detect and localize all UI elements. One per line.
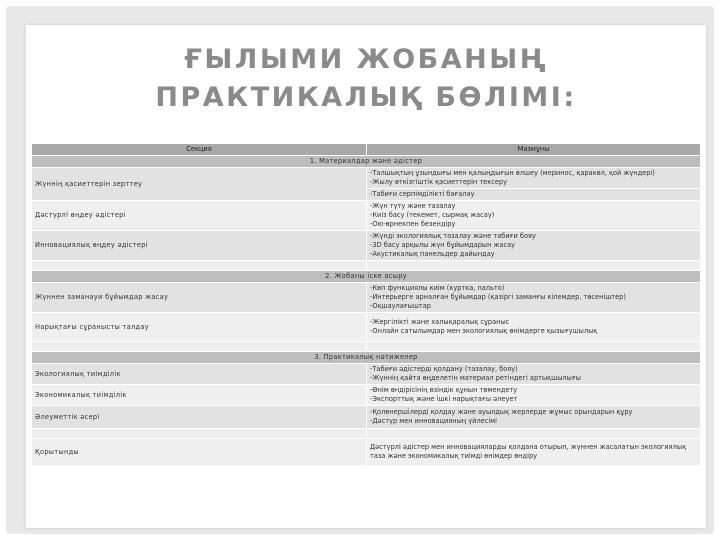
table-row <box>32 168 701 189</box>
content-line: -Қолөнершілерді қолдау және ауылдық жерлерде жұмыс орындарын құру <box>370 408 633 416</box>
row-content <box>367 313 701 342</box>
content-line: -Акустикалық панельдер дайындау <box>370 250 495 258</box>
content-line: -Онлайн сатылымдар мен экологиялық өнімдерге қызығушылық <box>370 327 598 335</box>
content-line: -Жергілікті және халықаралық сұраныс <box>370 318 510 326</box>
row-content <box>367 406 701 429</box>
spacer-row <box>32 261 701 271</box>
table-header-row <box>32 144 701 156</box>
table-row <box>32 364 701 385</box>
table-row <box>32 201 701 231</box>
table-row <box>32 231 701 261</box>
section-row <box>32 271 701 283</box>
header-content: Мазмұны <box>367 144 701 156</box>
section-row <box>32 156 701 168</box>
table-row <box>32 439 701 466</box>
row-name: Қорытынды <box>32 439 367 466</box>
content-line: -Киіз басу (текемет, сырмақ жасау) <box>370 211 495 219</box>
title-line-2: ПРАКТИКАЛЫҚ БӨЛІМІ: <box>155 82 577 113</box>
row-name: Нарықтағы сұранысты талдау <box>32 313 367 342</box>
section-row <box>32 352 701 364</box>
slide-frame <box>6 6 714 534</box>
content-line: -Көп функциялы киім (куртка, пальто) <box>370 284 505 292</box>
row-content <box>367 385 701 406</box>
content-line: -3D басу арқылы жүн бұйымдарын жасау <box>370 241 516 249</box>
row-name: Инновациялық өңдеу әдістері <box>32 231 367 261</box>
row-content <box>367 283 701 313</box>
content-line: -Табиғи әдістерді қолдану (тазалау, бояу) <box>370 365 518 373</box>
section-title: 2. Жобаны іске асыру <box>32 271 701 283</box>
row-content <box>367 439 701 466</box>
row-name: Жүннің қасиеттерін зерттеу <box>32 168 367 201</box>
table-row <box>32 385 701 406</box>
spacer-row <box>32 342 701 352</box>
row-content <box>367 189 701 201</box>
header-section: Секция <box>32 144 367 156</box>
row-content <box>367 231 701 261</box>
row-name: Экономикалық тиімділік <box>32 385 367 406</box>
content-line: -Экспорттық және ішкі нарықтағы әлеует <box>370 395 518 403</box>
row-name: Жүннен заманауи бұйымдар жасау <box>32 283 367 313</box>
table-row <box>32 313 701 342</box>
content-line: -Ою-өрнекпен безендіру <box>370 220 456 228</box>
row-content <box>367 364 701 385</box>
content-line: -Өнім өндірісінің өзіндік құнын төмендету <box>370 386 518 394</box>
spacer-row <box>32 429 701 439</box>
content-line: -Табиғи серпімділікті бағалау <box>370 190 475 198</box>
slide <box>26 25 706 528</box>
table-row <box>32 406 701 429</box>
content-line: -Дәстүр мен инновацияның үйлесімі <box>370 417 497 425</box>
content-line: -Талшықтың ұзындығы мен қалыңдығын өлшеу (мериноc, қаракөл, қой жүндері) <box>370 169 655 177</box>
content-line: -Жылу өткізгіштік қасиеттерін тексеру <box>370 178 507 186</box>
table-row <box>32 283 701 313</box>
row-content <box>367 201 701 231</box>
content-line: -Жүн түту және тазалау <box>370 202 456 210</box>
section-title: 3. Практикалық нәтижелер <box>32 352 701 364</box>
row-content <box>367 168 701 189</box>
content-line: -Жүннің қайта өңделетін материал ретіндегі артықшылығы <box>370 374 581 382</box>
content-line: -Оқшаулағыштар <box>370 302 431 310</box>
row-name: Дәстүрлі өңдеу әдістері <box>32 201 367 231</box>
content-line: -Интерьерге арналған бұйымдар (қазіргі заманғы кілемдер, төсеніштер) <box>370 293 626 301</box>
content-table <box>31 143 701 466</box>
slide-title <box>26 41 706 117</box>
section-title: 1. Материалдар және әдістер <box>32 156 701 168</box>
row-name: Экологиялық тиімділік <box>32 364 367 385</box>
content-line: Дәстүрлі әдістер мен инновацияларды қолдана отырып, жүннен жасалатын экологиялық таза және экономикалық тиімді өнімдер өндіру <box>370 443 687 460</box>
row-name: Әлеуметтік әсері <box>32 406 367 429</box>
title-line-1: ҒЫЛЫМИ ЖОБАНЫҢ <box>183 44 549 75</box>
content-line: -Жүнді экологиялық тазалау және табиғи бояу <box>370 232 536 240</box>
